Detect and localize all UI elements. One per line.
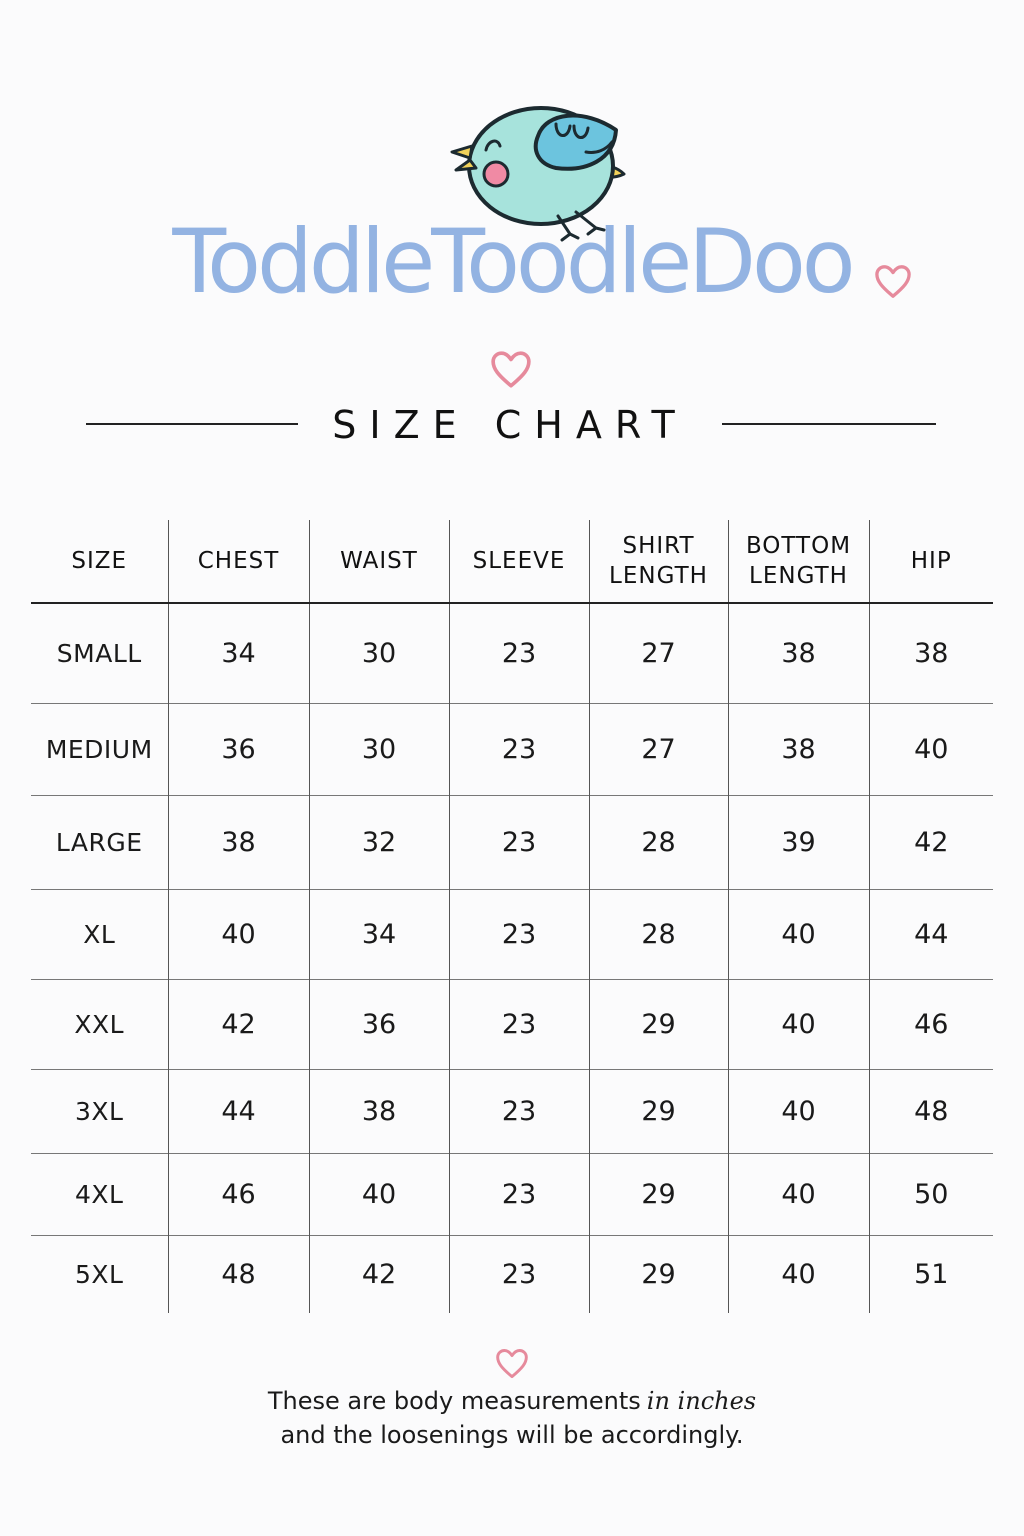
heart-icon (874, 264, 912, 300)
divider-line (86, 423, 298, 425)
divider-line (722, 423, 936, 425)
hip-cell: 40 (869, 703, 993, 795)
heart-icon (495, 1348, 529, 1380)
chest-cell: 38 (168, 795, 309, 889)
waist-cell: 40 (309, 1153, 449, 1235)
bottom-length-cell: 40 (728, 1153, 869, 1235)
size-cell: 5XL (31, 1235, 168, 1313)
sleeve-cell: 23 (449, 795, 589, 889)
hip-cell: 38 (869, 603, 993, 703)
column-header-hip (869, 520, 993, 603)
note-line-1 (0, 1384, 1024, 1418)
header-label: HIP (910, 548, 952, 574)
chest-cell: 46 (168, 1153, 309, 1235)
hip-cell: 51 (869, 1235, 993, 1313)
note-text: These are body measurements (267, 1387, 641, 1415)
table-header-row (31, 520, 993, 603)
hip-cell: 44 (869, 889, 993, 979)
sleeve-cell: 23 (449, 889, 589, 979)
brand-logo: ToddleToodleDoo (172, 210, 852, 313)
table-row (31, 703, 993, 795)
header-label: SLEEVE (472, 548, 566, 574)
shirt-length-cell: 27 (589, 703, 728, 795)
title-row (0, 400, 1024, 450)
table-row (31, 1069, 993, 1153)
size-cell: XL (31, 889, 168, 979)
bottom-length-cell: 39 (728, 795, 869, 889)
bottom-length-cell: 38 (728, 703, 869, 795)
table-row (31, 979, 993, 1069)
table-row (31, 1235, 993, 1313)
waist-cell: 38 (309, 1069, 449, 1153)
measurement-note (0, 1384, 1024, 1452)
column-header-waist (309, 520, 449, 603)
sleeve-cell: 23 (449, 703, 589, 795)
header-label: WAIST (340, 548, 418, 574)
hip-cell: 46 (869, 979, 993, 1069)
chest-cell: 42 (168, 979, 309, 1069)
chest-cell: 48 (168, 1235, 309, 1313)
column-header-bottom-length (728, 520, 869, 603)
waist-cell: 30 (309, 703, 449, 795)
sleeve-cell: 23 (449, 979, 589, 1069)
sleeve-cell: 23 (449, 1069, 589, 1153)
table-row (31, 1153, 993, 1235)
shirt-length-cell: 29 (589, 1235, 728, 1313)
shirt-length-cell: 27 (589, 603, 728, 703)
sleeve-cell: 23 (449, 1235, 589, 1313)
header-label: BOTTOM (745, 533, 852, 559)
shirt-length-cell: 28 (589, 889, 728, 979)
shirt-length-cell: 29 (589, 1153, 728, 1235)
size-cell: LARGE (31, 795, 168, 889)
size-cell: 4XL (31, 1153, 168, 1235)
header-label: LENGTH (609, 563, 708, 589)
shirt-length-cell: 28 (589, 795, 728, 889)
table-row (31, 889, 993, 979)
header-label: SHIRT (622, 533, 695, 559)
bottom-length-cell: 38 (728, 603, 869, 703)
header-label: CHEST (197, 548, 280, 574)
column-header-chest (168, 520, 309, 603)
sleeve-cell: 23 (449, 603, 589, 703)
hip-cell: 48 (869, 1069, 993, 1153)
size-chart-table (31, 520, 993, 1313)
column-header-shirt-length (589, 520, 728, 603)
waist-cell: 32 (309, 795, 449, 889)
column-header-sleeve (449, 520, 589, 603)
heart-icon (490, 350, 532, 390)
bottom-length-cell: 40 (728, 979, 869, 1069)
size-cell: MEDIUM (31, 703, 168, 795)
waist-cell: 30 (309, 603, 449, 703)
table-row (31, 795, 993, 889)
note-line-2: and the loosenings will be accordingly. (280, 1421, 744, 1449)
waist-cell: 34 (309, 889, 449, 979)
bottom-length-cell: 40 (728, 1235, 869, 1313)
hip-cell: 42 (869, 795, 993, 889)
waist-cell: 42 (309, 1235, 449, 1313)
size-cell: 3XL (31, 1069, 168, 1153)
sleeve-cell: 23 (449, 1153, 589, 1235)
table-row (31, 603, 993, 703)
waist-cell: 36 (309, 979, 449, 1069)
chest-cell: 44 (168, 1069, 309, 1153)
chest-cell: 36 (168, 703, 309, 795)
chest-cell: 34 (168, 603, 309, 703)
bottom-length-cell: 40 (728, 1069, 869, 1153)
header-label: LENGTH (749, 563, 848, 589)
size-cell: SMALL (56, 638, 142, 668)
shirt-length-cell: 29 (589, 979, 728, 1069)
bottom-length-cell: 40 (728, 889, 869, 979)
chest-cell: 40 (168, 889, 309, 979)
hip-cell: 50 (869, 1153, 993, 1235)
column-header-size (31, 520, 168, 603)
size-cell: XXL (31, 979, 168, 1069)
note-emphasis: in inches (646, 1387, 757, 1415)
page-title: SIZE CHART (332, 403, 688, 447)
header-label: SIZE (71, 548, 128, 574)
shirt-length-cell: 29 (589, 1069, 728, 1153)
